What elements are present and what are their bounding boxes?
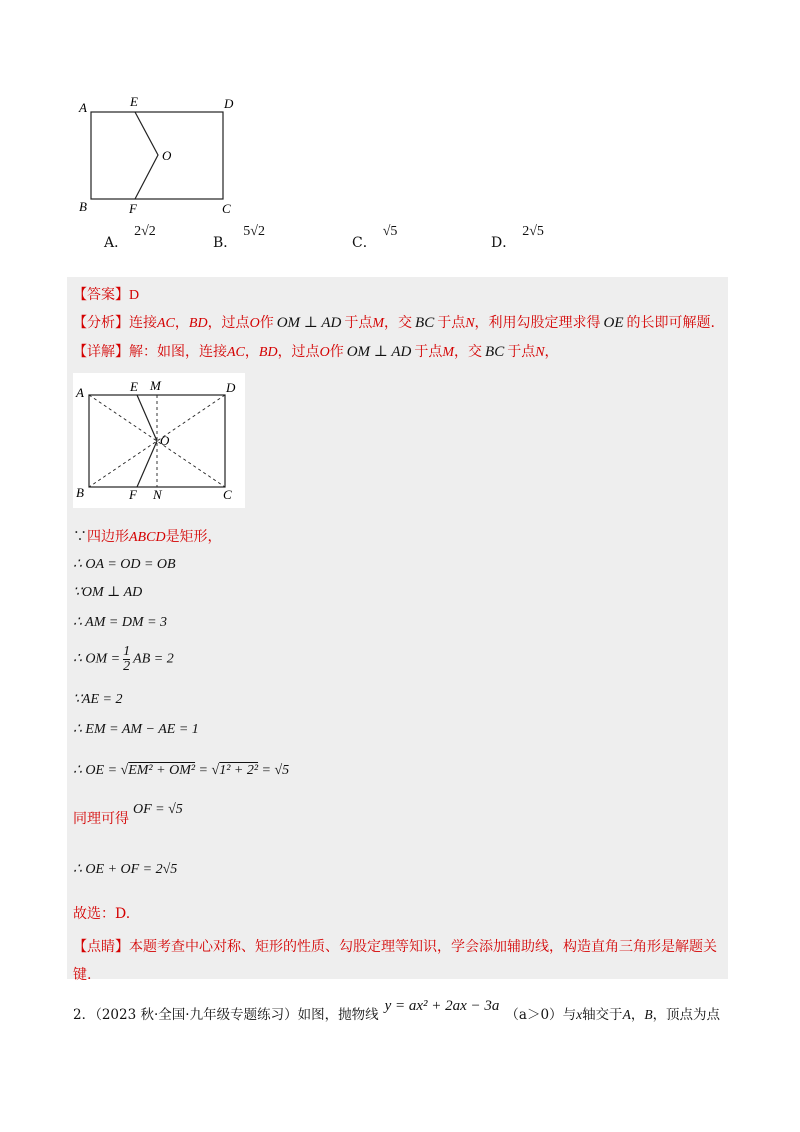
analysis-tag: 【分析】	[73, 315, 129, 331]
answer-value: D	[129, 288, 140, 303]
radicand-2: 1² + 2²	[219, 763, 259, 778]
detail-text: ，	[544, 344, 559, 360]
question-text: ，顶点为点	[652, 1007, 721, 1023]
label-d: D	[224, 96, 234, 111]
analysis-comma: ，	[174, 315, 189, 331]
step-1	[73, 526, 222, 546]
step-8-eq: =	[198, 763, 208, 778]
radicand-1: EM² + OM²	[128, 763, 196, 778]
detail-line	[73, 341, 559, 361]
detail-text: 解：如图，连接	[129, 344, 227, 360]
question-condition: （a＞0）	[505, 1007, 563, 1023]
label-o: O	[160, 433, 170, 448]
fraction-denominator: 2	[123, 659, 131, 674]
option-c-value: √5	[382, 224, 398, 239]
step-5-pre: ∴ OM =	[73, 651, 121, 667]
label-f: F	[129, 201, 137, 216]
analysis-text: 于点	[437, 315, 466, 331]
option-d-value: 2√5	[522, 224, 544, 239]
analysis-text: ，过点	[207, 315, 250, 331]
analysis-math: OE	[603, 315, 624, 331]
question-text: 轴交于	[582, 1007, 623, 1023]
detail-n: N	[535, 345, 545, 360]
step-4: ∴ AM = DM = 3	[73, 615, 168, 630]
option-b[interactable]	[213, 224, 265, 252]
detail-o: O	[319, 345, 330, 360]
parabola-equation: y = ax² + 2ax − 3a	[384, 998, 500, 1014]
question-x: x	[576, 1007, 583, 1022]
detail-text: ，过点	[277, 344, 320, 360]
analysis-text: 的长即可解题.	[626, 315, 715, 331]
comment-line2: 键.	[73, 967, 92, 983]
label-e: E	[130, 379, 138, 394]
analysis-bd: BD	[188, 316, 208, 331]
analysis-ac: AC	[157, 316, 175, 331]
answer-tag: 【答案】	[73, 287, 129, 303]
step-2: ∴ OA = OD = OB	[73, 557, 176, 572]
figure-rectangle-1	[74, 94, 244, 219]
step-5	[73, 645, 174, 674]
figure-rectangle-2	[73, 373, 245, 508]
question-2	[73, 998, 721, 1024]
step-7: ∴ EM = AM − AE = 1	[73, 722, 199, 737]
step-1-abcd: ABCD	[129, 530, 166, 545]
label-m: M	[150, 378, 161, 393]
option-a[interactable]	[104, 224, 156, 252]
step-1-text: 四边形	[87, 529, 129, 545]
analysis-text: 作	[259, 315, 274, 331]
analysis-math: BC	[415, 315, 435, 331]
question-comma: ，	[630, 1007, 645, 1023]
question-b: B	[644, 1007, 653, 1022]
step-8-post: = √5	[261, 763, 290, 778]
detail-ac: AC	[227, 345, 245, 360]
step-10: ∴ OE + OF = 2√5	[73, 862, 178, 877]
comment-block	[73, 933, 725, 989]
analysis-n: N	[465, 316, 475, 331]
question-text: 如图，抛物线	[297, 1007, 379, 1023]
because-symbol: ∵	[73, 529, 87, 545]
fraction-half	[123, 645, 130, 674]
option-b-value: 5√2	[243, 224, 265, 239]
label-b: B	[76, 485, 84, 500]
step-9-math: OF = √5	[133, 802, 183, 817]
option-c[interactable]	[352, 224, 398, 252]
step-5-post: AB = 2	[133, 651, 174, 667]
detail-text: 于点	[414, 344, 443, 360]
option-c-letter: C．	[352, 235, 377, 251]
label-c: C	[223, 487, 232, 502]
detail-text: 作	[329, 344, 344, 360]
analysis-text: ，利用勾股定理求得	[474, 315, 601, 331]
detail-tag: 【详解】	[73, 344, 129, 360]
label-a: A	[79, 100, 87, 115]
option-b-letter: B．	[213, 235, 238, 251]
detail-text: 于点	[507, 344, 536, 360]
label-e: E	[130, 94, 138, 109]
label-d: D	[226, 380, 236, 395]
detail-text: ，交	[454, 344, 483, 360]
question-text: 与	[562, 1007, 577, 1023]
detail-bd: BD	[258, 345, 278, 360]
detail-m: M	[442, 345, 455, 360]
analysis-text: 于点	[344, 315, 373, 331]
label-o: O	[162, 148, 172, 163]
analysis-m: M	[372, 316, 385, 331]
question-number: 2．	[73, 1007, 96, 1023]
comment-tag: 【点睛】	[73, 939, 129, 955]
step-8: ∴ OE = √EM² + OM² = √1² + 2² = √5	[73, 763, 290, 778]
analysis-math: OM ⊥ AD	[276, 315, 342, 331]
detail-comma: ，	[244, 344, 259, 360]
step-9	[73, 802, 183, 828]
step-11: 故选：D.	[73, 906, 131, 922]
label-f: F	[129, 487, 137, 502]
answer-line	[73, 284, 139, 304]
label-a: A	[76, 385, 84, 400]
analysis-text: ，交	[384, 315, 413, 331]
label-n: N	[153, 487, 162, 502]
polyline-eof	[135, 112, 158, 199]
question-a: A	[622, 1007, 631, 1022]
option-a-value: 2√2	[134, 224, 156, 239]
detail-math: OM ⊥ AD	[346, 344, 412, 360]
question-source: （2023 秋·全国·九年级专题练习）	[95, 1007, 298, 1023]
detail-math: BC	[485, 344, 505, 360]
analysis-o: O	[249, 316, 260, 331]
step-9-text: 同理可得	[73, 811, 129, 827]
option-d-letter: D．	[491, 235, 517, 251]
comment-line1: 本题考查中心对称、矩形的性质、勾股定理等知识，学会添加辅助线，构造直角三角形是解题关	[129, 939, 717, 955]
fraction-numerator: 1	[123, 644, 131, 659]
label-c: C	[222, 201, 231, 216]
step-6: ∵AE = 2	[73, 692, 123, 707]
option-a-letter: A．	[104, 235, 129, 251]
option-d[interactable]	[491, 224, 544, 252]
analysis-text: 连接	[129, 315, 157, 331]
analysis-line	[73, 312, 715, 332]
label-b: B	[79, 199, 87, 214]
rectangle-abcd	[91, 112, 223, 199]
step-1-text2: 是矩形，	[165, 529, 222, 545]
step-8-pre: ∴ OE =	[73, 763, 118, 778]
step-3: ∵OM ⊥ AD	[73, 585, 143, 600]
